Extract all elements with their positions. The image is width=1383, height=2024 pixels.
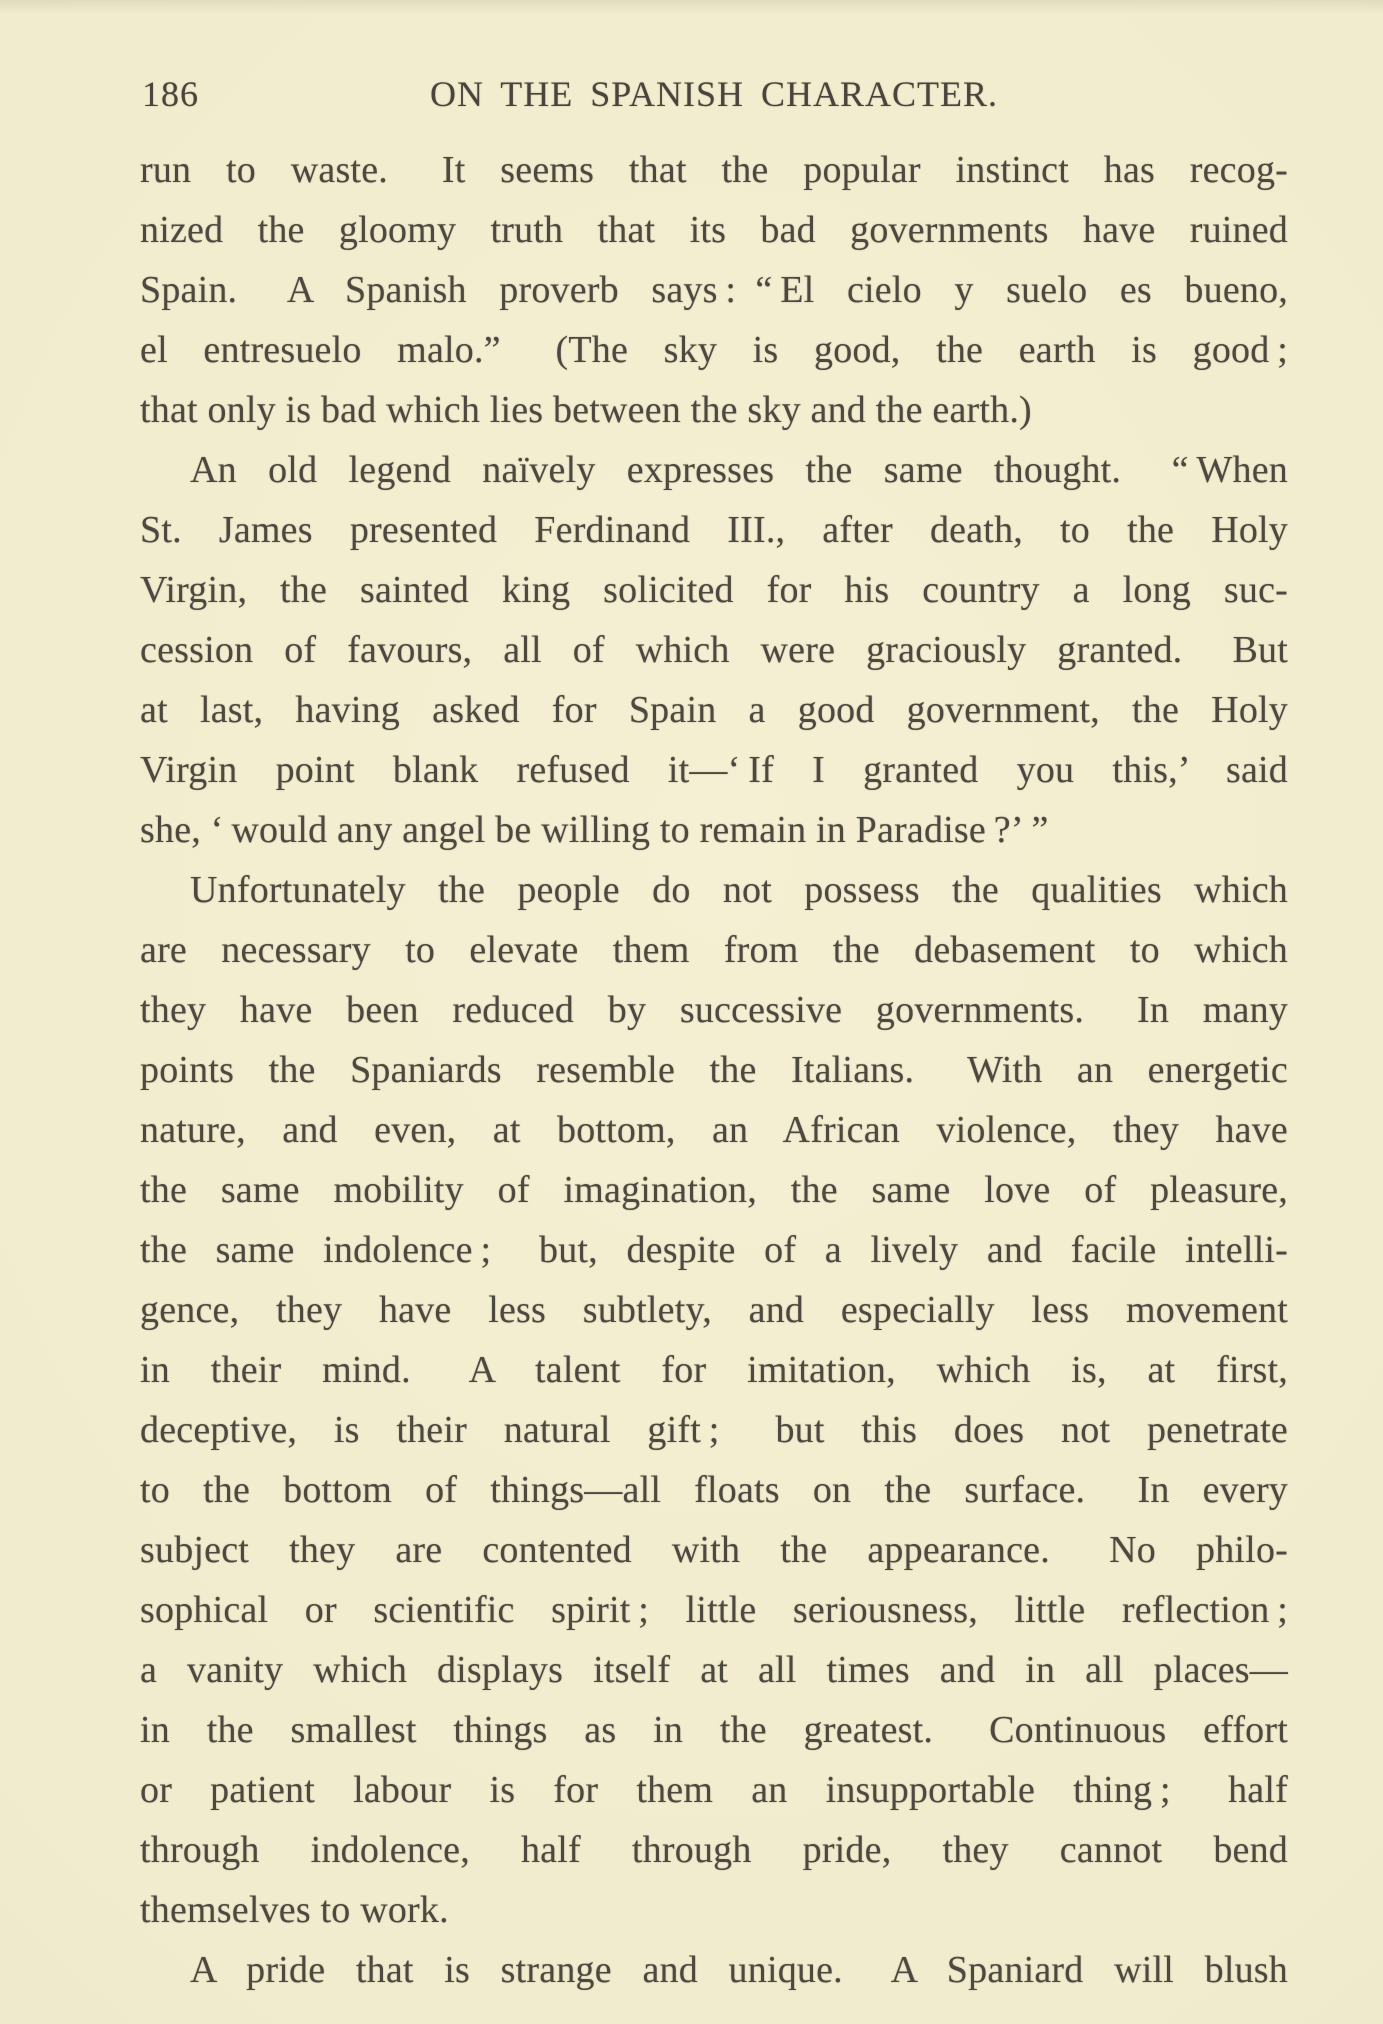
text-line: in the smallest things as in the greatest. Continuous effort: [140, 1709, 1288, 1751]
text-line: el entresuelo malo.” (The sky is good, the earth is good ;: [140, 329, 1288, 371]
text-line: through indolence, half through pride, they cannot bend: [140, 1829, 1288, 1871]
text-line: Unfortunately the people do not possess the qualities which: [190, 869, 1288, 911]
text-line: in their mind. A talent for imitation, which is, at first,: [140, 1349, 1288, 1391]
page-header: [140, 74, 1288, 118]
text-line: the same mobility of imagination, the same love of pleasure,: [140, 1169, 1288, 1211]
page-body: [140, 140, 1288, 2000]
text-line: sophical or scientific spirit ; little seriousness, little reflection ;: [140, 1589, 1288, 1631]
text-line: Virgin, the sainted king solicited for his country a long suc-: [140, 569, 1288, 611]
text-line: subject they are contented with the appearance. No philo-: [140, 1529, 1288, 1571]
text-line: Spain. A Spanish proverb says : “ El cielo y suelo es bueno,: [140, 269, 1288, 311]
running-title: ON THE SPANISH CHARACTER.: [429, 74, 999, 114]
text-line: to the bottom of things—all floats on the surface. In every: [140, 1469, 1288, 1511]
text-line: Virgin point blank refused it—‘ If I granted you this,’ said: [140, 749, 1288, 791]
text-line: deceptive, is their natural gift ; but this does not penetrate: [140, 1409, 1288, 1451]
text-line: themselves to work.: [140, 1889, 449, 1931]
text-line: nature, and even, at bottom, an African violence, they have: [140, 1109, 1288, 1151]
paragraph-4: [140, 1940, 1288, 2000]
text-line: A pride that is strange and unique. A Spaniard will blush: [190, 1949, 1288, 1991]
paragraph-2: [140, 440, 1288, 860]
text-line: St. James presented Ferdinand III., after death, to the Holy: [140, 509, 1288, 551]
paragraph-3: [140, 860, 1288, 1940]
text-line: the same indolence ; but, despite of a lively and facile intelli-: [140, 1229, 1288, 1271]
text-line: she, ‘ would any angel be willing to remain in Paradise ?’ ”: [140, 809, 1049, 851]
text-line: gence, they have less subtlety, and especially less movement: [140, 1289, 1288, 1331]
page-number: 186: [142, 74, 199, 114]
text-line: cession of favours, all of which were graciously granted. But: [140, 629, 1288, 671]
text-line: are necessary to elevate them from the debasement to which: [140, 929, 1288, 971]
text-line: a vanity which displays itself at all times and in all places—: [140, 1649, 1288, 1691]
text-line: that only is bad which lies between the sky and the earth.): [140, 389, 1032, 431]
paragraph-1: [140, 140, 1288, 440]
text-line: An old legend naïvely expresses the same thought. “ When: [190, 449, 1288, 491]
text-line: or patient labour is for them an insupportable thing ; half: [140, 1769, 1288, 1811]
text-line: they have been reduced by successive governments. In many: [140, 989, 1288, 1031]
text-line: run to waste. It seems that the popular instinct has recog-: [140, 149, 1288, 191]
text-line: nized the gloomy truth that its bad governments have ruined: [140, 209, 1288, 251]
text-line: points the Spaniards resemble the Italians. With an energetic: [140, 1049, 1288, 1091]
text-line: at last, having asked for Spain a good government, the Holy: [140, 689, 1288, 731]
